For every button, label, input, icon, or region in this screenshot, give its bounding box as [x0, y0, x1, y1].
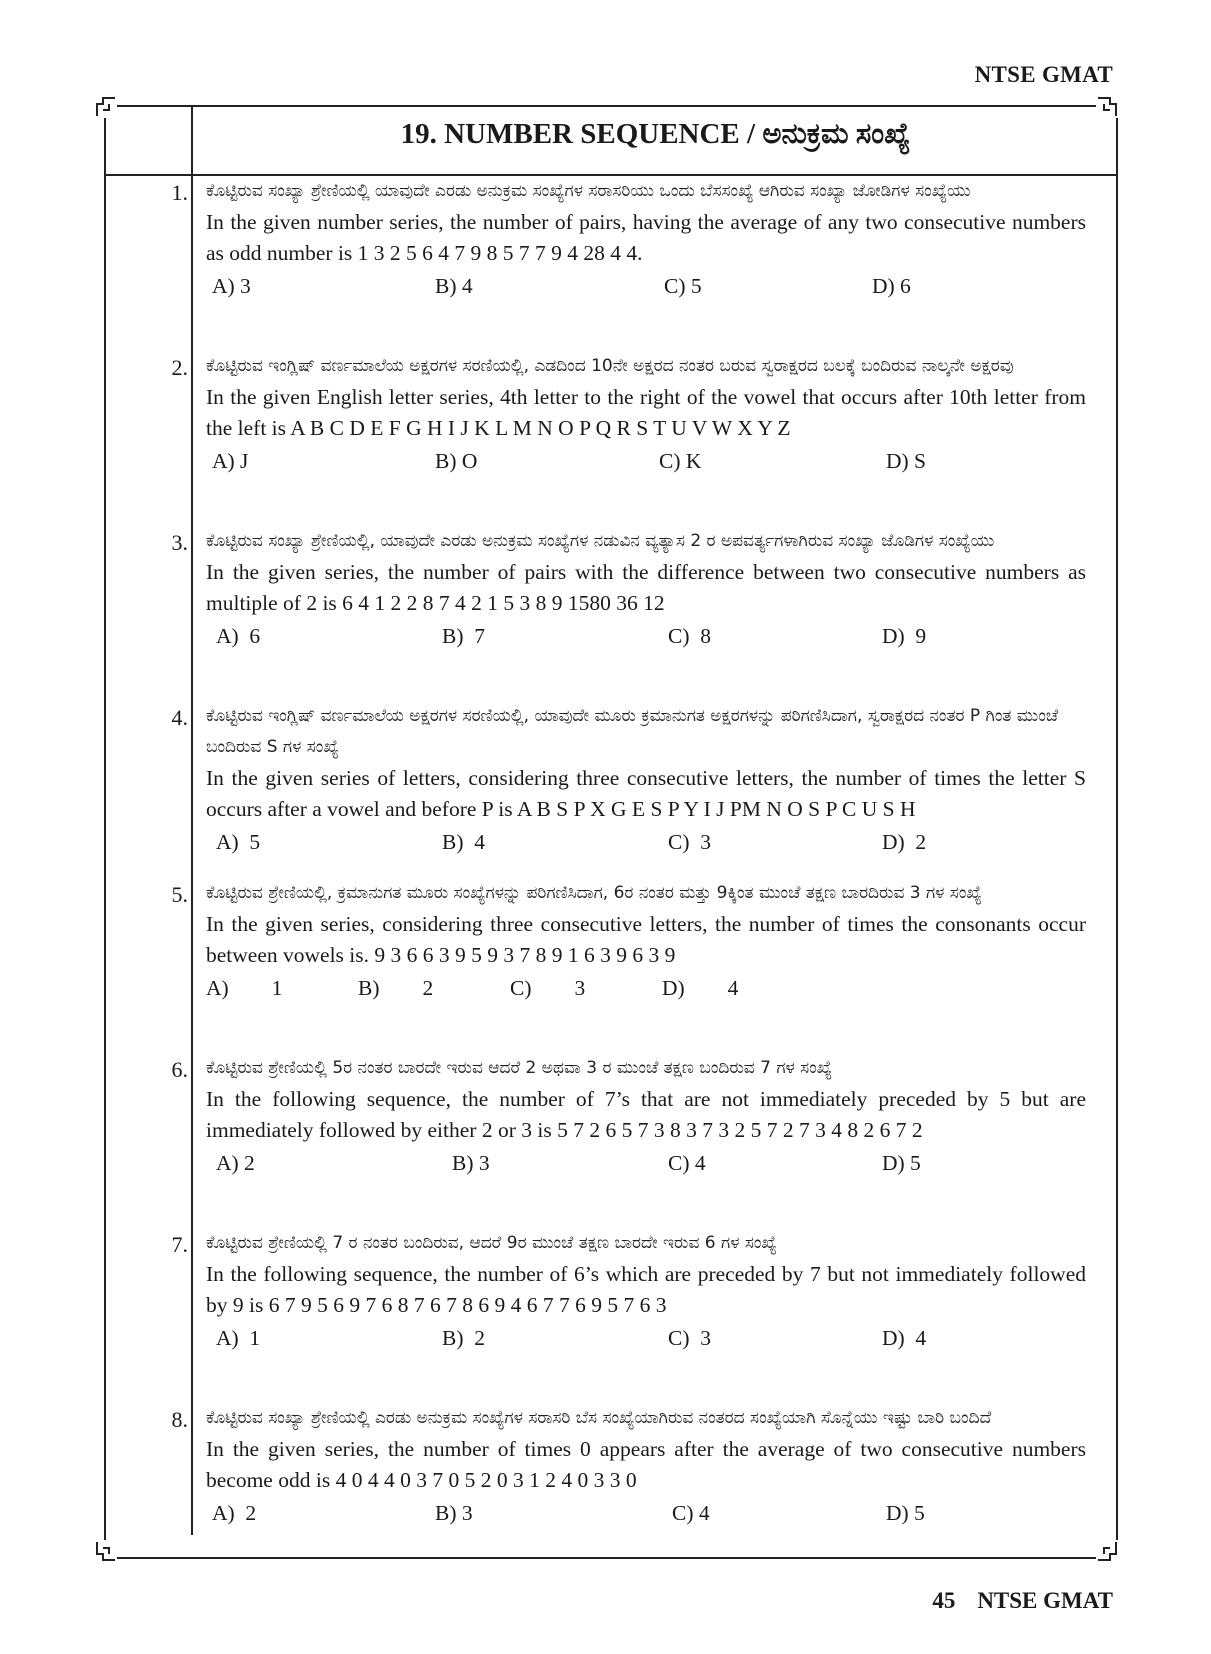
question-number: 8.	[171, 1407, 188, 1432]
question-kannada: ಕೊಟ್ಟಿರುವ ಸಂಖ್ಯಾ ಶ್ರೇಣಿಯಲ್ಲಿ ಎರಡು ಅನುಕ್ರಮ ಸಂಖ್ಯೆಗಳ ಸರಾಸರಿ ಬೆಸ ಸಂಖ್ಯೆಯಾಗಿರುವ ನಂತರದ ಸಂಖ್ಯೆಯಾಗಿ ಸೊನ್ನೆಯು ಇಷ್ಟು ಬಾರಿ ಬಂದಿದೆ	[206, 1408, 992, 1428]
option-c: C) 3	[668, 830, 711, 854]
page-number: 45	[932, 1588, 956, 1613]
option-b: B) 4	[435, 274, 473, 298]
option-d: D) S	[886, 449, 927, 473]
options-row	[206, 271, 1086, 302]
option-c: C) 5	[664, 274, 702, 298]
option-b: B) 2	[358, 976, 434, 1000]
option-c: C) K	[659, 449, 702, 473]
question-number: 6.	[171, 1057, 188, 1082]
options-row	[206, 446, 1086, 477]
option-c: C) 3	[668, 1326, 711, 1350]
option-a: A) 3	[212, 274, 251, 298]
question-number: 1.	[171, 180, 188, 205]
option-c: C) 8	[668, 624, 711, 648]
question-kannada: ಕೊಟ್ಟಿರುವ ಇಂಗ್ಲಿಷ್ ವರ್ಣಮಾಲೆಯ ಅಕ್ಷರಗಳ ಸರಣಿಯಲ್ಲಿ, ಎಡದಿಂದ 10ನೇ ಅಕ್ಷರದ ನಂತರ ಬರುವ ಸ್ವರಾಕ್ಷರದ ಬಲಕ್ಕೆ ಬಂದಿರುವ ನಾಲ್ಕನೇ ಅಕ್ಷರವು	[206, 356, 1014, 376]
options-row	[206, 621, 1086, 652]
option-c: C) 3	[510, 976, 586, 1000]
page-footer	[932, 1588, 1113, 1614]
question-english: In the following sequence, the number of 6’s which are preceded by 7 but not immediately followed by 9 is 6 7 9 5 6 9 7 6 8 7 6 7 8 6 9 4 6 7 7 6 9 5 7 6 3	[206, 1262, 1086, 1317]
option-d: D) 4	[882, 1326, 927, 1350]
option-d: D) 5	[886, 1501, 925, 1525]
question-kannada: ಕೊಟ್ಟಿರುವ ಸಂಖ್ಯಾ ಶ್ರೇಣಿಯಲ್ಲಿ, ಯಾವುದೇ ಎರಡು ಅನುಕ್ರಮ ಸಂಖ್ಯೆಗಳ ನಡುವಿನ ವ್ಯತ್ಯಾಸ 2 ರ ಅಪವರ್ತ್ಯಗಳಾಗಿರುವ ಸಂಖ್ಯಾ ಜೊಡಿಗಳ ಸಂಖ್ಯೆಯು	[206, 531, 995, 551]
question-number: 4.	[171, 705, 188, 730]
option-a: A) 6	[216, 624, 261, 648]
option-d: D) 4	[662, 976, 739, 1000]
corner-ornament	[95, 96, 117, 118]
option-b: B) O	[435, 449, 478, 473]
option-a: A) 1	[216, 1326, 261, 1350]
question-number: 2.	[171, 355, 188, 380]
question-number: 5.	[171, 882, 188, 907]
question-english: In the given English letter series, 4th letter to the right of the vowel that occurs after 10th letter from the left is A B C D E F G H I J K L M N O P Q R S T U V W X Y Z	[206, 385, 1086, 440]
option-a: A) J	[212, 449, 249, 473]
option-a: A) 5	[216, 830, 261, 854]
option-c: C) 4	[672, 1501, 710, 1525]
section-title: 19. NUMBER SEQUENCE / ಅನುಕ್ರಮ ಸಂಖ್ಯೆ	[400, 118, 911, 150]
question-english: In the given series, the number of times 0 appears after the average of two consecutive numbers become odd is 4 0 4 4 0 3 7 0 5 2 0 3 1 2 4 0 3 3 0	[206, 1437, 1086, 1492]
option-b: B) 3	[452, 1151, 490, 1175]
question-kannada: ಕೊಟ್ಟಿರುವ ಶ್ರೇಣಿಯಲ್ಲಿ 5ರ ನಂತರ ಬಾರದೇ ಇರುವ ಆದರೆ 2 ಅಥವಾ 3 ರ ಮುಂಚೆ ತಕ್ಷಣ ಬಂದಿರುವ 7 ಗಳ ಸಂಖ್ಯೆ	[206, 1058, 833, 1078]
question-kannada: ಕೊಟ್ಟಿರುವ ಶ್ರೇಣಿಯಲ್ಲಿ 7 ರ ನಂತರ ಬಂದಿರುವ, ಆದರೆ 9ರ ಮುಂಚೆ ತಕ್ಷಣ ಬಾರದೇ ಇರುವ 6 ಗಳ ಸಂಖ್ಯೆ	[206, 1233, 777, 1253]
option-d: D) 5	[882, 1151, 921, 1175]
option-a: A) 1	[206, 976, 283, 1000]
option-d: D) 9	[882, 624, 927, 648]
corner-ornament	[95, 1540, 117, 1562]
footer-title: NTSE GMAT	[977, 1588, 1113, 1613]
option-b: B) 3	[435, 1501, 473, 1525]
question-number: 3.	[171, 530, 188, 555]
options-row	[206, 1323, 1086, 1354]
question-kannada: ಕೊಟ್ಟಿರುವ ಇಂಗ್ಲಿಷ್ ವರ್ಣಮಾಲೆಯ ಅಕ್ಷರಗಳ ಸರಣಿಯಲ್ಲಿ, ಯಾವುದೇ ಮೂರು ಕ್ರಮಾನುಗತ ಅಕ್ಷರಗಳನ್ನು ಪರಿಗಣಿಸಿದಾಗ, ಸ್ವರಾಕ್ಷರದ ನಂತರ P ಗಿಂತ ಮುಂಚೆ ಬಂದಿರುವ S ಗಳ ಸಂಖ್ಯೆ	[206, 706, 1059, 757]
option-a: A) 2	[212, 1501, 257, 1525]
question-english: In the given number series, the number of pairs, having the average of any two consecutive numbers as odd number is 1 3 2 5 6 4 7 9 8 5 7 7 9 4 28 4 4.	[206, 210, 1086, 265]
options-row	[206, 827, 1086, 858]
options-row	[206, 1498, 1086, 1529]
question-english: In the given series, considering three consecutive letters, the number of times the consonants occur between vowels is. 9 3 6 6 3 9 5 9 3 7 8 9 1 6 3 9 6 3 9	[206, 912, 1086, 967]
number-column-divider	[191, 105, 193, 1535]
question-english: In the given series, the number of pairs with the difference between two consecutive numbers as multiple of 2 is 6 4 1 2 2 8 7 4 2 1 5 3 8 9 1580 36 12	[206, 560, 1086, 615]
option-b: B) 7	[442, 624, 485, 648]
options-row	[206, 973, 1086, 1004]
question-kannada: ಕೊಟ್ಟಿರುವ ಶ್ರೇಣಿಯಲ್ಲಿ, ಕ್ರಮಾನುಗತ ಮೂರು ಸಂಖ್ಯೆಗಳನ್ನು ಪರಿಗಣಿಸಿದಾಗ, 6ರ ನಂತರ ಮತ್ತು 9ಕ್ಕಿಂತ ಮುಂಚೆ ತಕ್ಷಣ ಬಾರದಿರುವ 3 ಗಳ ಸಂಖ್ಯೆ	[206, 883, 982, 903]
option-d: D) 2	[882, 830, 927, 854]
option-b: B) 2	[442, 1326, 485, 1350]
options-row	[206, 1148, 1086, 1179]
option-c: C) 4	[668, 1151, 706, 1175]
option-a: A) 2	[216, 1151, 255, 1175]
question-english: In the following sequence, the number of 7’s that are not immediately preceded by 5 but are immediately followed by either 2 or 3 is 5 7 2 6 5 7 3 8 3 7 3 2 5 7 2 7 3 4 8 2 6 7 2	[206, 1087, 1086, 1142]
option-d: D) 6	[872, 274, 911, 298]
corner-ornament	[1096, 96, 1118, 118]
option-b: B) 4	[442, 830, 485, 854]
running-header: NTSE GMAT	[974, 62, 1113, 87]
corner-ornament	[1096, 1540, 1118, 1562]
question-kannada: ಕೊಟ್ಟಿರುವ ಸಂಖ್ಯಾ ಶ್ರೇಣಿಯಲ್ಲಿ ಯಾವುದೇ ಎರಡು ಅನುಕ್ರಮ ಸಂಖ್ಯೆಗಳ ಸರಾಸರಿಯು ಒಂದು ಬೆಸಸಂಖ್ಯೆ ಆಗಿರುವ ಸಂಖ್ಯಾ ಜೋಡಿಗಳ ಸಂಖ್ಯೆಯು	[206, 181, 971, 201]
question-english: In the given series of letters, considering three consecutive letters, the number of times the letter S occurs after a vowel and before P is A B S P X G E S P Y I J PM N O S P C U S H	[206, 766, 1086, 821]
question-number: 7.	[171, 1232, 188, 1257]
